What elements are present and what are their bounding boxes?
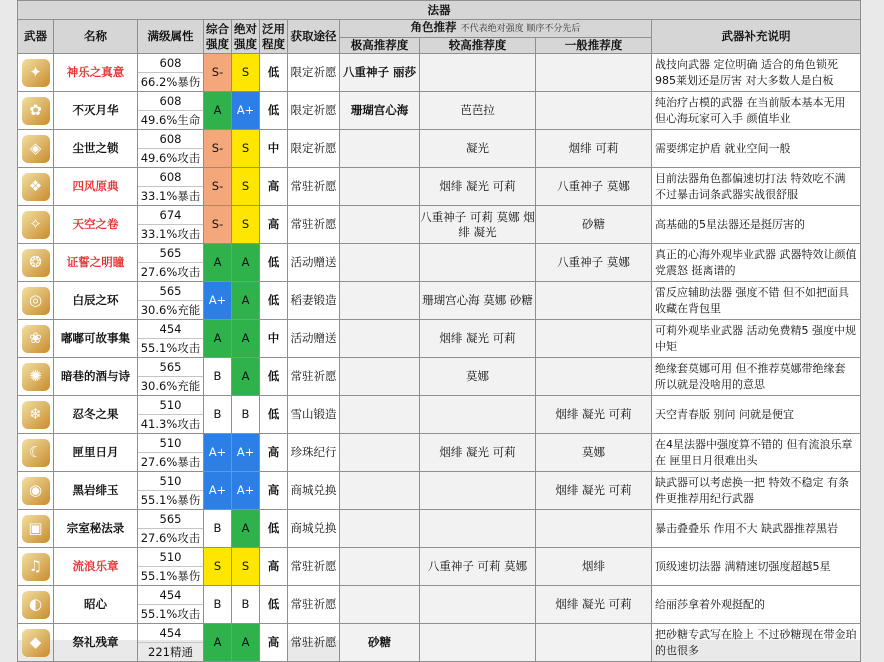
high-rec-roles bbox=[420, 624, 536, 662]
acquire-source: 活动赠送 bbox=[288, 320, 340, 358]
generality-level: 高 bbox=[260, 206, 288, 244]
normal-rec-roles: 烟绯 凝光 可莉 bbox=[536, 472, 652, 510]
top-rec-roles bbox=[340, 396, 420, 434]
generality-level: 高 bbox=[260, 434, 288, 472]
generality-level: 中 bbox=[260, 320, 288, 358]
header-remarks: 武器补充说明 bbox=[652, 20, 861, 54]
overall-grade: A bbox=[204, 320, 232, 358]
weapon-remark: 目前法器角色都偏速切打法 特效吃不满 不过暴击词条武器实战很舒服 bbox=[652, 168, 861, 206]
normal-rec-roles bbox=[536, 358, 652, 396]
base-attack: 674 bbox=[138, 206, 203, 225]
top-rec-roles bbox=[340, 206, 420, 244]
acquire-source: 稻妻锻造 bbox=[288, 282, 340, 320]
base-attack: 510 bbox=[138, 396, 203, 415]
generality-level: 低 bbox=[260, 282, 288, 320]
overall-grade: S- bbox=[204, 130, 232, 168]
weapon-remark: 需要绑定护盾 就业空间一般 bbox=[652, 130, 861, 168]
sub-stat: 27.6%攻击 bbox=[140, 265, 201, 279]
weapon-icon-cell bbox=[18, 320, 54, 358]
weapon-remark: 战技向武器 定位明确 适合的角色锁死985莱划还是厉害 对大多数人是白板 bbox=[652, 54, 861, 92]
sub-stat: 30.6%充能 bbox=[140, 303, 201, 317]
normal-rec-roles bbox=[536, 624, 652, 662]
base-attack: 608 bbox=[138, 92, 203, 111]
weapon-stats bbox=[138, 206, 204, 244]
weapon-icon-cell bbox=[18, 548, 54, 586]
overall-grade: A+ bbox=[204, 282, 232, 320]
sub-stat: 33.1%攻击 bbox=[140, 227, 201, 241]
weapon-remark: 缺武器可以考虑换一把 特效不稳定 有条件更推荐用纪行武器 bbox=[652, 472, 861, 510]
weapon-icon-cell bbox=[18, 244, 54, 282]
weapon-icon-cell bbox=[18, 54, 54, 92]
top-rec-roles bbox=[340, 434, 420, 472]
absolute-grade: A bbox=[232, 358, 260, 396]
sheet-title: 法器 bbox=[18, 1, 861, 20]
weapon-icon: ◎ bbox=[22, 287, 50, 315]
generality-level: 低 bbox=[260, 54, 288, 92]
absolute-grade: S bbox=[232, 206, 260, 244]
top-rec-roles bbox=[340, 510, 420, 548]
high-rec-roles: 凝光 bbox=[420, 130, 536, 168]
sub-stat: 55.1%攻击 bbox=[140, 607, 201, 621]
header-weapon: 武器 bbox=[18, 20, 54, 54]
sub-stat: 55.1%暴伤 bbox=[140, 569, 201, 583]
overall-grade: A bbox=[204, 624, 232, 662]
high-rec-roles bbox=[420, 396, 536, 434]
overall-grade: A+ bbox=[204, 472, 232, 510]
normal-rec-roles: 烟绯 bbox=[536, 548, 652, 586]
base-attack: 510 bbox=[138, 434, 203, 453]
normal-rec-roles: 八重神子 莫娜 bbox=[536, 244, 652, 282]
weapon-name: 昭心 bbox=[54, 586, 138, 624]
table-row bbox=[18, 244, 861, 282]
header-source: 获取途径 bbox=[288, 20, 340, 54]
acquire-source: 限定祈愿 bbox=[288, 54, 340, 92]
table-row bbox=[18, 510, 861, 548]
generality-level: 低 bbox=[260, 586, 288, 624]
high-rec-roles: 烟绯 凝光 可莉 bbox=[420, 434, 536, 472]
table-row bbox=[18, 586, 861, 624]
weapon-stats bbox=[138, 510, 204, 548]
base-attack: 608 bbox=[138, 54, 203, 73]
table-row bbox=[18, 358, 861, 396]
high-rec-roles: 八重神子 可莉 莫娜 烟绯 凝光 bbox=[420, 206, 536, 244]
weapon-remark: 纯治疗占模的武器 在当前版本基本无用 但心海玩家可入手 颜值毕业 bbox=[652, 92, 861, 130]
weapon-icon-cell bbox=[18, 472, 54, 510]
top-rec-roles bbox=[340, 244, 420, 282]
overall-grade: B bbox=[204, 358, 232, 396]
normal-rec-roles: 莫娜 bbox=[536, 434, 652, 472]
table-row bbox=[18, 624, 861, 662]
acquire-source: 常驻祈愿 bbox=[288, 586, 340, 624]
absolute-grade: A+ bbox=[232, 434, 260, 472]
generality-level: 低 bbox=[260, 510, 288, 548]
weapon-stats bbox=[138, 548, 204, 586]
acquire-source: 常驻祈愿 bbox=[288, 548, 340, 586]
high-rec-roles: 烟绯 凝光 可莉 bbox=[420, 320, 536, 358]
weapon-stats bbox=[138, 92, 204, 130]
absolute-grade: B bbox=[232, 586, 260, 624]
weapon-stats bbox=[138, 396, 204, 434]
table-row bbox=[18, 472, 861, 510]
weapon-icon-cell bbox=[18, 206, 54, 244]
weapon-stats bbox=[138, 282, 204, 320]
generality-level: 低 bbox=[260, 358, 288, 396]
absolute-grade: A bbox=[232, 510, 260, 548]
sub-stat: 49.6%攻击 bbox=[140, 151, 201, 165]
weapon-icon: ▣ bbox=[22, 515, 50, 543]
acquire-source: 限定祈愿 bbox=[288, 92, 340, 130]
normal-rec-roles: 砂糖 bbox=[536, 206, 652, 244]
high-rec-roles bbox=[420, 586, 536, 624]
absolute-grade: S bbox=[232, 54, 260, 92]
table-row bbox=[18, 92, 861, 130]
top-rec-roles: 珊瑚宫心海 bbox=[340, 92, 420, 130]
overall-grade: S- bbox=[204, 54, 232, 92]
weapon-name: 不灭月华 bbox=[54, 92, 138, 130]
acquire-source: 商城兑换 bbox=[288, 510, 340, 548]
weapon-name: 匣里日月 bbox=[54, 434, 138, 472]
header-top-rec: 极高推荐度 bbox=[340, 38, 420, 54]
top-rec-roles: 八重神子 丽莎 bbox=[340, 54, 420, 92]
role-rec-note: 不代表绝对强度 顺序不分先后 bbox=[460, 24, 581, 34]
top-rec-roles: 砂糖 bbox=[340, 624, 420, 662]
overall-grade: B bbox=[204, 396, 232, 434]
table-row bbox=[18, 168, 861, 206]
acquire-source: 常驻祈愿 bbox=[288, 206, 340, 244]
weapon-stats bbox=[138, 624, 204, 662]
table-row bbox=[18, 206, 861, 244]
absolute-grade: A bbox=[232, 282, 260, 320]
weapon-remark: 高基础的5星法器还是挺厉害的 bbox=[652, 206, 861, 244]
sub-stat: 27.6%攻击 bbox=[140, 531, 201, 545]
sub-stat: 49.6%生命 bbox=[140, 113, 201, 127]
weapon-stats bbox=[138, 320, 204, 358]
table-row bbox=[18, 282, 861, 320]
weapon-icon: ❀ bbox=[22, 325, 50, 353]
absolute-grade: A bbox=[232, 320, 260, 358]
weapon-remark: 给丽莎拿着外观挺配的 bbox=[652, 586, 861, 624]
weapon-remark: 绝缘套莫娜可用 但不推荐莫娜带绝缘套 所以就是没啥用的意思 bbox=[652, 358, 861, 396]
high-rec-roles: 莫娜 bbox=[420, 358, 536, 396]
high-rec-roles: 八重神子 可莉 莫娜 bbox=[420, 548, 536, 586]
absolute-grade: A+ bbox=[232, 472, 260, 510]
base-attack: 608 bbox=[138, 130, 203, 149]
sub-stat: 66.2%暴伤 bbox=[140, 75, 201, 89]
weapon-icon-cell bbox=[18, 510, 54, 548]
overall-grade: B bbox=[204, 510, 232, 548]
weapon-remark: 雷反应辅助法器 强度不错 但不如把面具收藏在背包里 bbox=[652, 282, 861, 320]
absolute-grade: A+ bbox=[232, 92, 260, 130]
acquire-source: 常驻祈愿 bbox=[288, 358, 340, 396]
weapon-name: 神乐之真意 bbox=[54, 54, 138, 92]
acquire-source: 常驻祈愿 bbox=[288, 624, 340, 662]
table-row bbox=[18, 434, 861, 472]
sub-stat: 33.1%暴击 bbox=[140, 189, 201, 203]
acquire-source: 雪山锻造 bbox=[288, 396, 340, 434]
weapon-icon: ❄ bbox=[22, 401, 50, 429]
weapon-icon: ❂ bbox=[22, 249, 50, 277]
overall-grade: S- bbox=[204, 206, 232, 244]
top-rec-roles bbox=[340, 168, 420, 206]
header-overall: 综合强度 bbox=[204, 20, 232, 54]
weapon-remark: 在4星法器中强度算不错的 但有流浪乐章在 匣里日月很难出头 bbox=[652, 434, 861, 472]
normal-rec-roles bbox=[536, 510, 652, 548]
weapon-icon-cell bbox=[18, 92, 54, 130]
weapon-name: 嘟嘟可故事集 bbox=[54, 320, 138, 358]
weapon-icon: ✺ bbox=[22, 363, 50, 391]
weapon-remark: 真正的心海外观毕业武器 武器特效让颜值党震怒 挺离谱的 bbox=[652, 244, 861, 282]
weapon-remark: 把砂糖专武写在脸上 不过砂糖现在带金珀的也很多 bbox=[652, 624, 861, 662]
weapon-name: 白辰之环 bbox=[54, 282, 138, 320]
generality-level: 高 bbox=[260, 624, 288, 662]
acquire-source: 活动赠送 bbox=[288, 244, 340, 282]
weapon-name: 天空之卷 bbox=[54, 206, 138, 244]
weapon-icon: ◆ bbox=[22, 629, 50, 657]
table-row bbox=[18, 396, 861, 434]
absolute-grade: A bbox=[232, 624, 260, 662]
weapon-name: 尘世之锁 bbox=[54, 130, 138, 168]
table-row bbox=[18, 548, 861, 586]
weapon-remark: 顶级速切法器 满精速切强度超越5星 bbox=[652, 548, 861, 586]
weapon-name: 暗巷的酒与诗 bbox=[54, 358, 138, 396]
weapon-name: 黑岩绯玉 bbox=[54, 472, 138, 510]
top-rec-roles bbox=[340, 548, 420, 586]
generality-level: 高 bbox=[260, 472, 288, 510]
header-name: 名称 bbox=[54, 20, 138, 54]
weapon-name: 宗室秘法录 bbox=[54, 510, 138, 548]
header-high-rec: 较高推荐度 bbox=[420, 38, 536, 54]
normal-rec-roles: 八重神子 莫娜 bbox=[536, 168, 652, 206]
weapon-icon-cell bbox=[18, 434, 54, 472]
sub-stat: 27.6%暴击 bbox=[140, 455, 201, 469]
header-role-rec bbox=[340, 20, 652, 38]
weapon-stats bbox=[138, 434, 204, 472]
top-rec-roles bbox=[340, 282, 420, 320]
top-rec-roles bbox=[340, 320, 420, 358]
table-row bbox=[18, 130, 861, 168]
overall-grade: A bbox=[204, 92, 232, 130]
generality-level: 低 bbox=[260, 244, 288, 282]
top-rec-roles bbox=[340, 358, 420, 396]
high-rec-roles bbox=[420, 510, 536, 548]
base-attack: 565 bbox=[138, 282, 203, 301]
normal-rec-roles bbox=[536, 282, 652, 320]
weapon-icon-cell bbox=[18, 624, 54, 662]
absolute-grade: S bbox=[232, 168, 260, 206]
normal-rec-roles bbox=[536, 92, 652, 130]
normal-rec-roles: 烟绯 可莉 bbox=[536, 130, 652, 168]
weapon-icon-cell bbox=[18, 282, 54, 320]
base-attack: 565 bbox=[138, 510, 203, 529]
normal-rec-roles bbox=[536, 320, 652, 358]
header-generality: 泛用程度 bbox=[260, 20, 288, 54]
normal-rec-roles: 烟绯 凝光 可莉 bbox=[536, 586, 652, 624]
weapon-icon-cell bbox=[18, 130, 54, 168]
high-rec-roles bbox=[420, 244, 536, 282]
weapon-icon: ◐ bbox=[22, 591, 50, 619]
weapon-icon-cell bbox=[18, 168, 54, 206]
acquire-source: 商城兑换 bbox=[288, 472, 340, 510]
sub-stat: 55.1%攻击 bbox=[140, 341, 201, 355]
acquire-source: 限定祈愿 bbox=[288, 130, 340, 168]
weapon-icon-cell bbox=[18, 586, 54, 624]
weapon-icon: ♫ bbox=[22, 553, 50, 581]
weapon-icon-cell bbox=[18, 396, 54, 434]
top-rec-roles bbox=[340, 586, 420, 624]
weapon-icon: ◉ bbox=[22, 477, 50, 505]
generality-level: 中 bbox=[260, 130, 288, 168]
acquire-source: 常驻祈愿 bbox=[288, 168, 340, 206]
top-rec-roles bbox=[340, 472, 420, 510]
normal-rec-roles bbox=[536, 54, 652, 92]
weapon-icon: ✧ bbox=[22, 211, 50, 239]
header-full-stat: 满级属性 bbox=[138, 20, 204, 54]
acquire-source: 珍珠纪行 bbox=[288, 434, 340, 472]
weapon-name: 四风原典 bbox=[54, 168, 138, 206]
high-rec-roles: 芭芭拉 bbox=[420, 92, 536, 130]
weapon-stats bbox=[138, 358, 204, 396]
sub-stat: 55.1%暴伤 bbox=[140, 493, 201, 507]
absolute-grade: S bbox=[232, 548, 260, 586]
sub-stat: 41.3%攻击 bbox=[140, 417, 201, 431]
high-rec-roles bbox=[420, 472, 536, 510]
weapon-icon: ✦ bbox=[22, 59, 50, 87]
weapon-tier-sheet bbox=[17, 0, 860, 659]
weapon-name: 证誓之明瞳 bbox=[54, 244, 138, 282]
generality-level: 高 bbox=[260, 168, 288, 206]
weapon-name: 忍冬之果 bbox=[54, 396, 138, 434]
absolute-grade: A bbox=[232, 244, 260, 282]
weapon-icon: ◈ bbox=[22, 135, 50, 163]
overall-grade: S bbox=[204, 548, 232, 586]
base-attack: 608 bbox=[138, 168, 203, 187]
role-rec-label: 角色推荐 bbox=[410, 20, 457, 34]
header-normal-rec: 一般推荐度 bbox=[536, 38, 652, 54]
base-attack: 565 bbox=[138, 358, 203, 377]
top-rec-roles bbox=[340, 130, 420, 168]
base-attack: 454 bbox=[138, 320, 203, 339]
weapon-stats bbox=[138, 586, 204, 624]
sub-stat: 221精通 bbox=[148, 645, 193, 659]
table-row bbox=[18, 54, 861, 92]
base-attack: 454 bbox=[138, 624, 203, 643]
overall-grade: A bbox=[204, 244, 232, 282]
table-row bbox=[18, 320, 861, 358]
weapon-name: 祭礼残章 bbox=[54, 624, 138, 662]
overall-grade: S- bbox=[204, 168, 232, 206]
weapon-icon-cell bbox=[18, 358, 54, 396]
weapon-icon: ❖ bbox=[22, 173, 50, 201]
weapon-name: 流浪乐章 bbox=[54, 548, 138, 586]
absolute-grade: B bbox=[232, 396, 260, 434]
generality-level: 低 bbox=[260, 92, 288, 130]
generality-level: 低 bbox=[260, 396, 288, 434]
weapon-icon: ☾ bbox=[22, 439, 50, 467]
absolute-grade: S bbox=[232, 130, 260, 168]
weapon-stats bbox=[138, 168, 204, 206]
header-absolute: 绝对强度 bbox=[232, 20, 260, 54]
weapon-icon: ✿ bbox=[22, 97, 50, 125]
weapon-remark: 暴击叠叠乐 作用不大 缺武器推荐黑岩 bbox=[652, 510, 861, 548]
overall-grade: B bbox=[204, 586, 232, 624]
weapon-remark: 天空青春版 别问 问就是便宜 bbox=[652, 396, 861, 434]
sub-stat: 30.6%充能 bbox=[140, 379, 201, 393]
normal-rec-roles: 烟绯 凝光 可莉 bbox=[536, 396, 652, 434]
overall-grade: A+ bbox=[204, 434, 232, 472]
weapon-remark: 可莉外观毕业武器 活动免费精5 强度中规中矩 bbox=[652, 320, 861, 358]
weapon-stats bbox=[138, 472, 204, 510]
weapon-stats bbox=[138, 130, 204, 168]
base-attack: 510 bbox=[138, 472, 203, 491]
base-attack: 510 bbox=[138, 548, 203, 567]
weapon-stats bbox=[138, 244, 204, 282]
high-rec-roles bbox=[420, 54, 536, 92]
generality-level: 高 bbox=[260, 548, 288, 586]
base-attack: 565 bbox=[138, 244, 203, 263]
high-rec-roles: 烟绯 凝光 可莉 bbox=[420, 168, 536, 206]
weapon-stats bbox=[138, 54, 204, 92]
high-rec-roles: 珊瑚宫心海 莫娜 砂糖 bbox=[420, 282, 536, 320]
base-attack: 454 bbox=[138, 586, 203, 605]
catalyst-table bbox=[17, 0, 861, 662]
